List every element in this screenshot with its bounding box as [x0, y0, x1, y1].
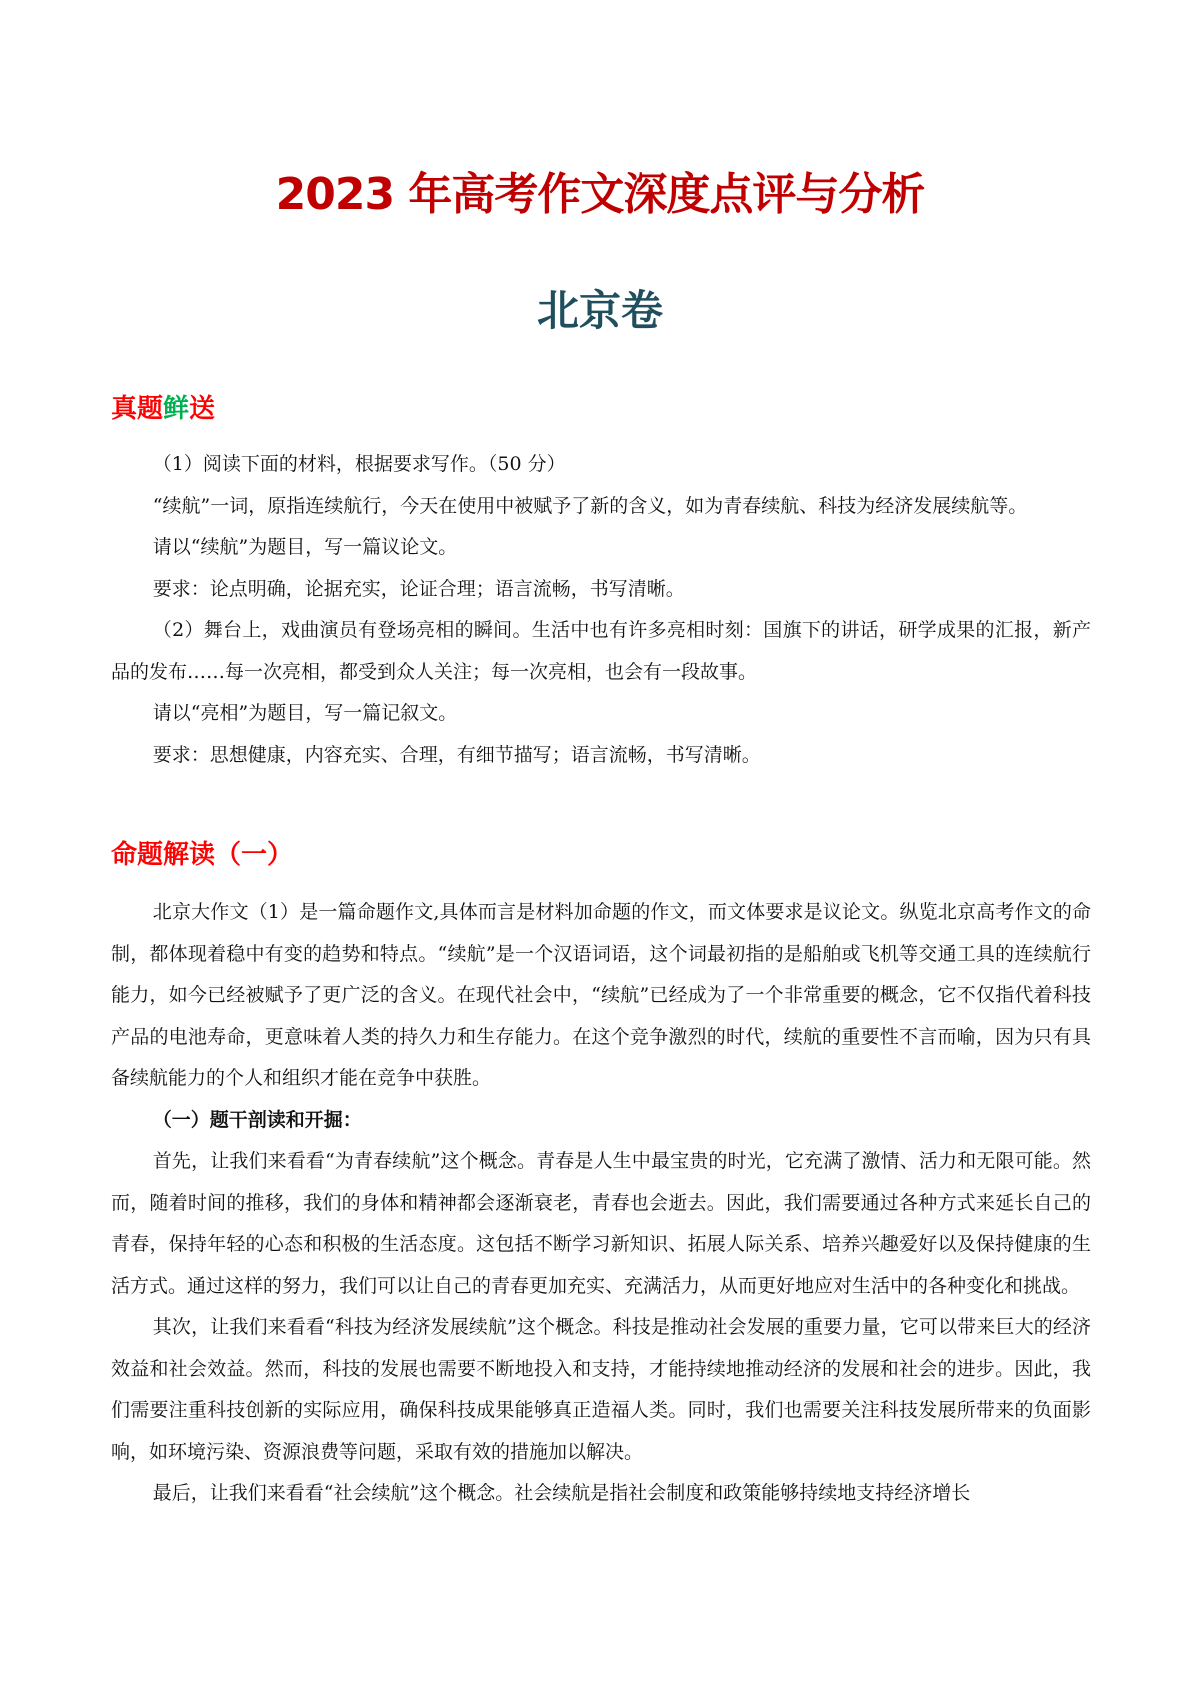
paragraph: 请以“续航”为题目，写一篇议论文。	[152, 536, 458, 558]
paragraph: 北京大作文（1）是一篇命题作文,具体而言是材料加命题的作文，而文体要求是议论文。纵览北京高考作文的命制，都体现着稳中有变的趋势和特点。“续航”是一个汉语词语，这个词最初指的是船舶或飞机等交通工具的连续航行能力，如今已经被赋予了更广泛的含义。在现代社会中，“续航”已经成为了一个非常重要的概念，它不仅指代着科技产品的电池寿命，更意味着人类的持久力和生存能力。在这个竞争激烈的时代，续航的重要性不言而喻，因为只有具备续航能力的个人和组织才能在竞争中获胜。	[111, 901, 1091, 1089]
exam-question-text	[111, 444, 1091, 776]
heading-part: 送	[189, 394, 216, 424]
paragraph: 请以“亮相”为题目，写一篇记叙文。	[152, 702, 458, 724]
section-heading-exam-question	[111, 388, 215, 425]
paragraph: （1）阅读下面的材料，根据要求写作。（50 分）	[152, 453, 566, 475]
paragraph: 首先，让我们来看看“为青春续航”这个概念。青春是人生中最宝贵的时光，它充满了激情、活力和无限可能。然而，随着时间的推移，我们的身体和精神都会逐渐衰老，青春也会逝去。因此，我们需要通过各种方式来延长自己的青春，保持年轻的心态和积极的生活态度。这包括不断学习新知识、拓展人际关系、培养兴趣爱好以及保持健康的生活方式。通过这样的努力，我们可以让自己的青春更加充实、充满活力，从而更好地应对生活中的各种变化和挑战。	[111, 1150, 1091, 1297]
paragraph: 要求：论点明确，论据充实，论证合理；语言流畅，书写清晰。	[152, 577, 685, 600]
heading-part-green: 鲜	[163, 394, 190, 424]
document-subtitle: 北京卷	[536, 286, 663, 335]
paragraph: 要求：思想健康，内容充实、合理，有细节描写；语言流畅，书写清晰。	[152, 743, 761, 766]
paragraph: （2）舞台上，戏曲演员有登场亮相的瞬间。生活中也有许多亮相时刻：国旗下的讲话，研学成果的汇报，新产品的发布……每一次亮相，都受到众人关注；每一次亮相，也会有一段故事。	[111, 619, 1091, 683]
paragraph: 最后，让我们来看看“社会续航”这个概念。社会续航是指社会制度和政策能够持续地支持经济增长	[152, 1482, 971, 1504]
section-heading-analysis: 命题解读（一）	[111, 840, 294, 870]
analysis-text	[111, 892, 1091, 1515]
heading-part: 真题	[111, 394, 164, 424]
paragraph: “续航”一词，原指连续航行，今天在使用中被赋予了新的含义，如为青春续航、科技为经济发展续航等。	[152, 494, 1028, 517]
subheading: （一）题干剖读和开掘：	[152, 1108, 362, 1131]
document-title: 2023 年高考作文深度点评与分析	[275, 169, 925, 220]
paragraph: 其次，让我们来看看“科技为经济发展续航”这个概念。科技是推动社会发展的重要力量，它可以带来巨大的经济效益和社会效益。然而，科技的发展也需要不断地投入和支持，才能持续地推动经济的发展和社会的进步。因此，我们需要注重科技创新的实际应用，确保科技成果能够真正造福人类。同时，我们也需要关注科技发展所带来的负面影响，如环境污染、资源浪费等问题，采取有效的措施加以解决。	[111, 1316, 1091, 1463]
